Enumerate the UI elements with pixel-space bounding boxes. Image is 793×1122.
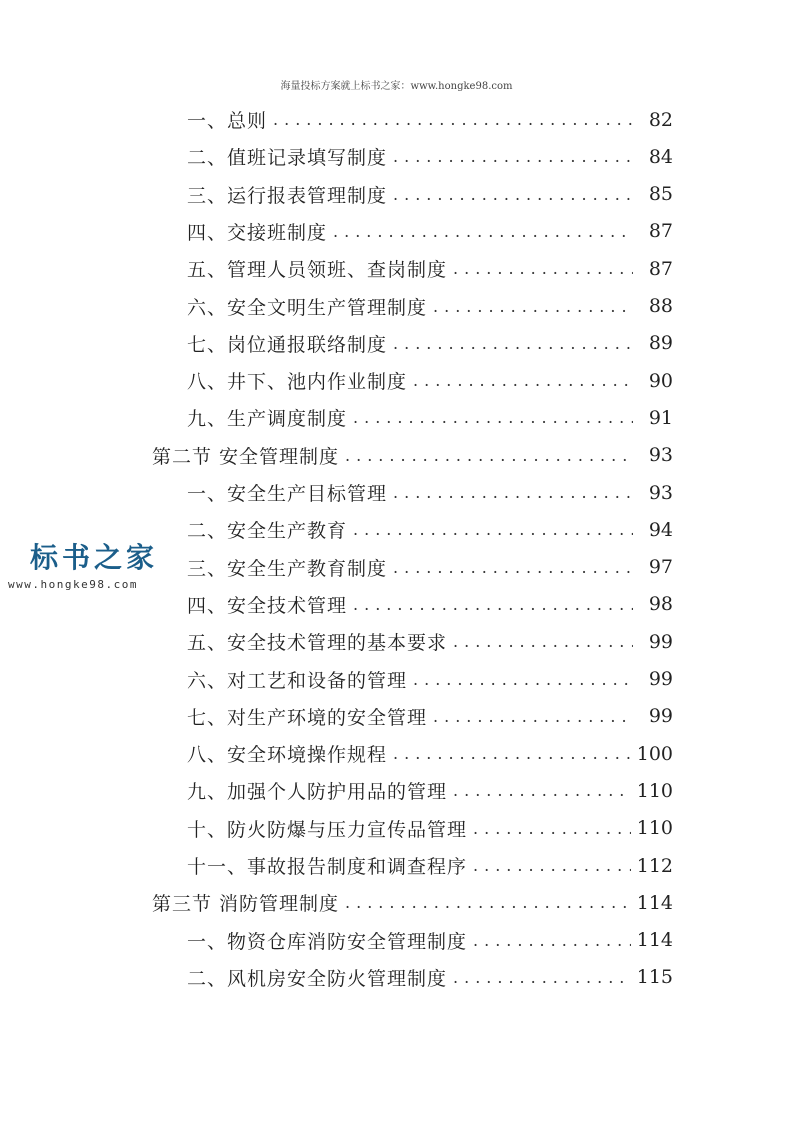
- toc-leader-dots: [353, 520, 633, 539]
- toc-leader-dots: [393, 334, 633, 353]
- toc-entry[interactable]: [187, 810, 673, 847]
- toc-entry-title: 五、管理人员领班、查岗制度: [187, 259, 448, 282]
- toc-entry-page: 99: [648, 630, 673, 653]
- watermark: [8, 536, 158, 591]
- toc-leader-dots: [353, 595, 633, 614]
- toc-entry[interactable]: [187, 399, 673, 436]
- toc-entry-page: 84: [648, 145, 673, 168]
- toc-entry[interactable]: [187, 325, 673, 362]
- watermark-url: www.hongke98.com: [8, 578, 138, 591]
- toc-entry[interactable]: [187, 138, 673, 175]
- toc-entry-title: 七、对生产环境的安全管理: [187, 706, 428, 729]
- toc-leader-dots: [413, 670, 633, 689]
- toc-entry-page: 114: [636, 891, 673, 914]
- toc-entry-title: 二、风机房安全防火管理制度: [187, 967, 448, 990]
- toc-entry[interactable]: [187, 288, 673, 325]
- toc-entry[interactable]: [187, 847, 673, 884]
- toc-leader-dots: [453, 781, 631, 800]
- toc-leader-dots: [473, 819, 631, 838]
- toc-entry-title: 三、安全生产教育制度: [187, 557, 388, 580]
- toc-entry-title: 第二节 安全管理制度: [152, 445, 340, 468]
- toc-entry[interactable]: [187, 772, 673, 809]
- toc-entry-page: 114: [636, 929, 673, 952]
- toc-entry-page: 91: [648, 406, 673, 429]
- toc-leader-dots: [433, 297, 633, 316]
- toc-leader-dots: [393, 147, 633, 166]
- toc-entry[interactable]: [187, 250, 673, 287]
- toc-entry-title: 九、生产调度制度: [187, 408, 348, 431]
- toc-entry-title: 十一、事故报告制度和调查程序: [187, 856, 468, 878]
- toc-entry[interactable]: [187, 474, 673, 511]
- toc-leader-dots: [393, 558, 633, 577]
- toc-leader-dots: [473, 856, 631, 875]
- toc-entry[interactable]: [187, 661, 673, 698]
- toc-entry-page: 110: [636, 817, 673, 840]
- toc-entry[interactable]: [187, 698, 673, 735]
- toc-entry-title: 二、安全生产教育: [187, 520, 348, 543]
- toc-entry[interactable]: [187, 511, 673, 548]
- toc-entry-title: 四、交接班制度: [187, 221, 328, 244]
- toc-leader-dots: [345, 446, 633, 465]
- toc-entry-page: 93: [648, 481, 673, 504]
- toc-entry-title: 三、运行报表管理制度: [187, 184, 388, 207]
- toc-entry-title: 一、安全生产目标管理: [187, 483, 388, 505]
- toc-leader-dots: [333, 222, 633, 241]
- toc-entry-page: 85: [648, 183, 673, 206]
- toc-entry[interactable]: [187, 549, 673, 586]
- toc-leader-dots: [453, 968, 631, 987]
- toc-entry-page: 89: [648, 332, 673, 355]
- toc-entry-page: 87: [648, 257, 673, 280]
- toc-entry-title: 第三节 消防管理制度: [152, 893, 340, 916]
- toc-entry-page: 100: [636, 742, 673, 765]
- toc-entry-title: 八、安全环境操作规程: [187, 744, 388, 767]
- toc-entry[interactable]: [187, 176, 673, 213]
- toc-entry-title: 七、岗位通报联络制度: [187, 333, 388, 356]
- toc-entry-title: 二、值班记录填写制度: [187, 147, 388, 170]
- toc-entry[interactable]: [187, 922, 673, 959]
- toc-entry-page: 99: [648, 705, 673, 728]
- toc-entry-title: 十、防火防爆与压力宣传品管理: [187, 818, 468, 841]
- toc-entry[interactable]: [187, 213, 673, 250]
- toc-entry[interactable]: [187, 735, 673, 772]
- toc-entry-page: 98: [648, 593, 673, 616]
- toc-entry-page: 99: [648, 668, 673, 690]
- toc-section-entry[interactable]: [152, 884, 673, 921]
- toc-leader-dots: [453, 259, 633, 278]
- toc-leader-dots: [393, 483, 633, 502]
- toc-entry-page: 94: [648, 518, 673, 541]
- toc-leader-dots: [453, 632, 633, 651]
- toc-leader-dots: [433, 707, 633, 726]
- toc-entry-page: 87: [648, 220, 673, 243]
- toc-entry-title: 一、物资仓库消防安全管理制度: [187, 930, 468, 953]
- toc-leader-dots: [393, 185, 633, 204]
- toc-entry[interactable]: [187, 362, 673, 399]
- toc-section-entry[interactable]: [152, 437, 673, 474]
- toc-entry[interactable]: [187, 101, 673, 138]
- toc-entry-page: 112: [636, 854, 673, 877]
- toc-leader-dots: [413, 371, 633, 390]
- toc-entry-title: 六、安全文明生产管理制度: [187, 296, 428, 319]
- toc-entry-title: 一、总则: [187, 110, 268, 132]
- toc-entry-page: 115: [636, 966, 673, 989]
- toc-entry-page: 88: [648, 295, 673, 317]
- toc-leader-dots: [353, 408, 633, 427]
- page-header: 海量投标方案就上标书之家：www.hongke98.com: [280, 81, 513, 92]
- toc-leader-dots: [273, 110, 633, 129]
- toc-entry-page: 110: [636, 779, 673, 802]
- toc-entry[interactable]: [187, 623, 673, 660]
- toc-leader-dots: [473, 931, 631, 950]
- toc-entry-title: 九、加强个人防护用品的管理: [187, 781, 448, 804]
- toc-entry-title: 八、井下、池内作业制度: [187, 371, 408, 394]
- toc-entry-page: 97: [648, 556, 673, 579]
- toc-entry-title: 四、安全技术管理: [187, 594, 348, 617]
- toc-leader-dots: [393, 744, 631, 763]
- watermark-logo: 标书之家: [30, 541, 159, 574]
- toc-entry-page: 93: [648, 444, 673, 467]
- toc-entry-title: 五、安全技术管理的基本要求: [187, 632, 448, 655]
- toc-entry-page: 90: [648, 369, 673, 392]
- toc-entry-title: 六、对工艺和设备的管理: [187, 669, 408, 692]
- toc-entry[interactable]: [187, 586, 673, 623]
- toc-leader-dots: [345, 893, 631, 912]
- toc-entry-page: 82: [648, 108, 673, 131]
- toc-entry[interactable]: [187, 959, 673, 996]
